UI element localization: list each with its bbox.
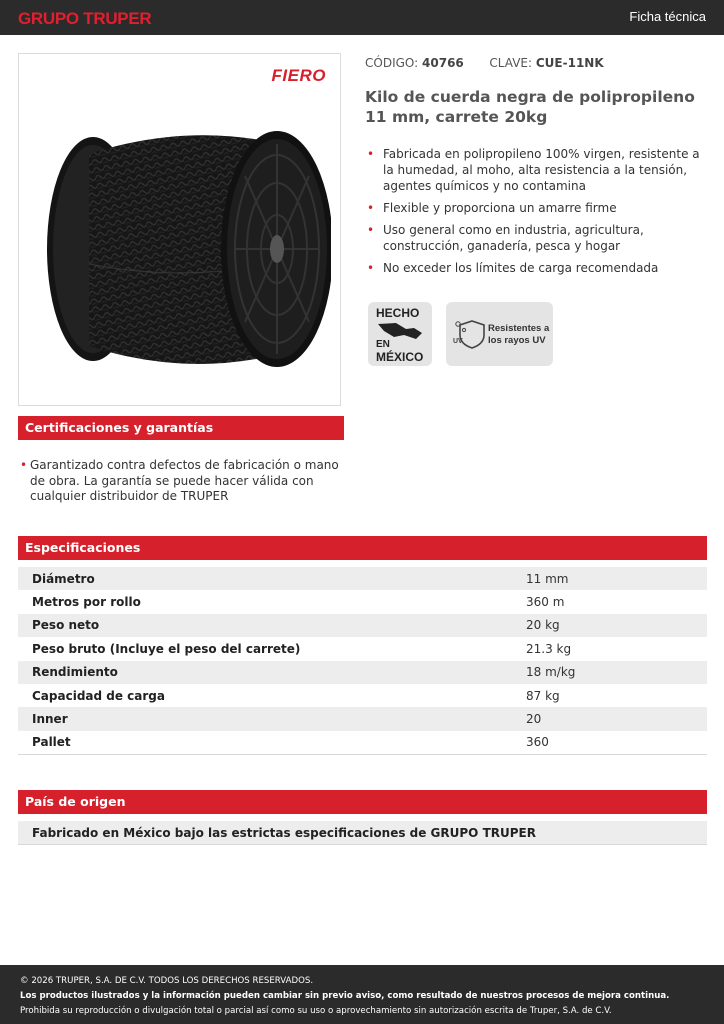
- feature-item: • Uso general como en industria, agricultura, construcción, ganadería, pesca y hogar: [367, 223, 644, 253]
- spec-label: Inner: [32, 712, 68, 727]
- svg-text:UV: UV: [453, 338, 463, 345]
- spec-value: 20 kg: [526, 618, 560, 633]
- grupo-truper-logo[interactable]: GRUPO TRUPER: [18, 9, 152, 28]
- spec-value: 21.3 kg: [526, 641, 572, 656]
- table-row: [18, 684, 707, 707]
- disclaimer-text: Los productos ilustrados y la información pueden cambiar sin previo aviso, como resultado de nuestros procesos de mejora continua.: [20, 991, 670, 1001]
- table-row: [18, 707, 707, 730]
- bullet-icon: •: [367, 147, 375, 161]
- bullet-icon: •: [20, 458, 28, 472]
- table-row: [18, 661, 707, 684]
- feature-item: • No exceder los límites de carga recomendada: [367, 261, 659, 275]
- table-row: [18, 614, 707, 637]
- copyright-text: © 2026 TRUPER, S.A. DE C.V. TODOS LOS DERECHOS RESERVADOS.: [20, 976, 314, 986]
- table-row: [18, 590, 707, 613]
- spec-label: Metros por rollo: [32, 595, 141, 610]
- spec-value: 360 m: [526, 595, 565, 610]
- uv-shield-icon: [452, 319, 486, 349]
- spec-label: Diámetro: [32, 571, 95, 586]
- feature-item: • Flexible y proporciona un amarre firme: [367, 201, 617, 215]
- origin-text: Fabricado en México bajo las estrictas especificaciones de GRUPO TRUPER: [18, 821, 707, 845]
- spec-label: Capacidad de carga: [32, 688, 165, 703]
- mexico-map-icon: [376, 321, 424, 341]
- bullet-icon: •: [367, 261, 375, 275]
- bullet-icon: •: [367, 201, 375, 215]
- product-image-box: [18, 53, 341, 406]
- codigo-value: 40766: [422, 56, 464, 70]
- hecho-en-mexico-badge: HECHO EN MÉXICO: [368, 302, 432, 366]
- origin-header: País de origen: [18, 790, 707, 814]
- clave-label: CLAVE:: [489, 56, 533, 70]
- bullet-icon: •: [367, 223, 375, 237]
- specifications-table: [18, 567, 707, 755]
- spec-value: 20: [526, 712, 542, 727]
- certifications-header: Certificaciones y garantías: [18, 416, 344, 440]
- spec-label: Peso bruto (Incluye el peso del carrete): [32, 641, 301, 656]
- spec-label: Pallet: [18, 731, 526, 754]
- uv-badge-text: Resistentes a los rayos UV: [488, 323, 550, 346]
- codigo-label: CÓDIGO:: [365, 56, 419, 70]
- product-codes: [365, 56, 604, 70]
- spec-value: 87 kg: [526, 688, 560, 703]
- feature-item: • Fabricada en polipropileno 100% virgen, resistente a la humedad, al moho, alta resistencia a la tensión, agentes químicos y no contamina: [367, 147, 700, 193]
- uv-resistant-badge: [446, 302, 553, 366]
- table-row: [18, 731, 707, 754]
- clave-value: CUE-11NK: [535, 56, 604, 70]
- product-title: Kilo de cuerda negra de polipropileno 11 mm, carrete 20kg: [365, 88, 695, 126]
- specifications-header: Especificaciones: [18, 536, 707, 560]
- rope-spool-image: [31, 114, 331, 384]
- fiero-brand-logo: FIERO: [271, 66, 326, 85]
- spec-value: 360: [526, 731, 707, 754]
- top-bar: [0, 0, 724, 35]
- legal-text: Prohibida su reproducción o divulgación total o parcial así como su uso o aprovechamiento sin autorización escrita de Truper, S.A. de C.V.: [20, 1006, 612, 1016]
- spec-label: Rendimiento: [32, 665, 118, 680]
- spec-value: 11 mm: [526, 571, 569, 586]
- table-row: [18, 567, 707, 590]
- feature-list: [365, 146, 710, 282]
- spec-value: 18 m/kg: [526, 665, 576, 680]
- sheet-type-label: Ficha técnica: [629, 9, 706, 24]
- table-row: [18, 637, 707, 660]
- footer: [0, 965, 724, 1024]
- spec-label: Peso neto: [32, 618, 100, 633]
- warranty-item: • Garantizado contra defectos de fabricación o mano de obra. La garantía se puede hacer válida con cualquier distribuidor de TRUPER: [20, 458, 339, 503]
